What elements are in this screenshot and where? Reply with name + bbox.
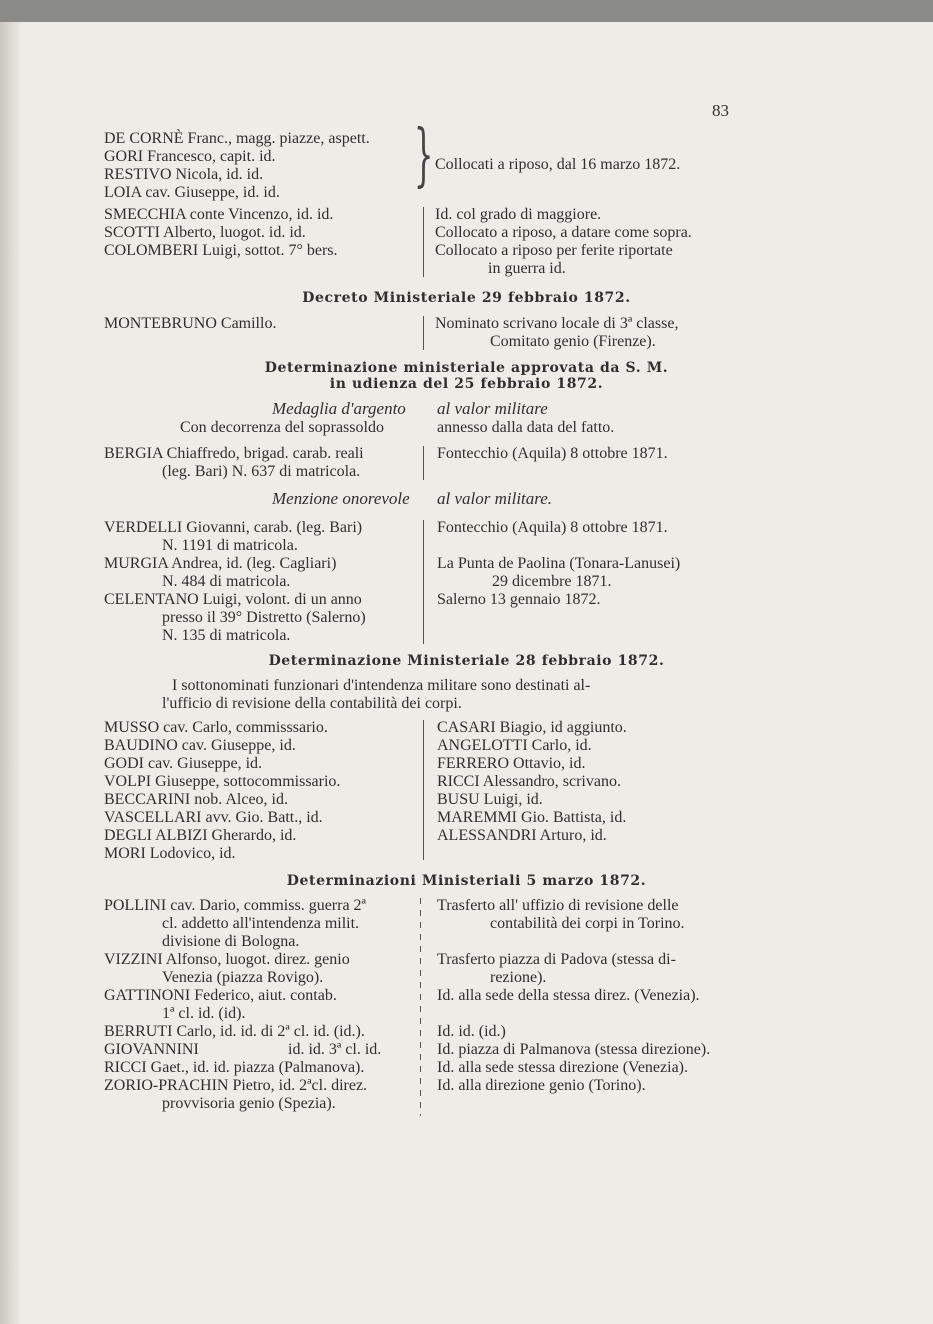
- entry-verdelli-matr: N. 1191 di matricola.: [162, 537, 298, 554]
- column-divider: [423, 207, 424, 277]
- medaglia-sub-right: annesso dalla data del fatto.: [437, 419, 615, 436]
- heading-determinazione-approvata: Determinazione ministeriale approvata da S. M.: [264, 360, 669, 376]
- right-brace: }: [413, 116, 434, 195]
- note-collocati: Collocati a riposo, dal 16 marzo 1872.: [435, 156, 681, 173]
- column-divider: [423, 446, 424, 480]
- para-funzionari-line1: I sottonominati funzionari d'intendenza militare sono destinati al-: [172, 677, 591, 694]
- entry-alessandri: ALESSANDRI Arturo, id.: [437, 827, 607, 844]
- note-scrivano: Nominato scrivano locale di 3ª classe,: [435, 315, 679, 332]
- page-edge-shadow: [0, 22, 22, 1324]
- menzione-title-right: al valor militare.: [437, 489, 553, 508]
- entry-baudino: BAUDINO cav. Giuseppe, id.: [104, 737, 296, 754]
- note-fontecchio: Fontecchio (Aquila) 8 ottobre 1871.: [437, 445, 668, 462]
- entry-bergia: BERGIA Chiaffredo, brigad. carab. reali: [104, 445, 364, 462]
- heading-determinazione-28-febbraio: Determinazione Ministeriale 28 febbraio 1872.: [268, 653, 665, 669]
- entry-murgia-matr: N. 484 di matricola.: [162, 573, 291, 590]
- entry-giovannini-cont: id. id. 3ª cl. id.: [288, 1041, 382, 1058]
- note-salerno: Salerno 13 gennaio 1872.: [437, 591, 601, 608]
- entry-scotti: SCOTTI Alberto, luogot. id. id.: [104, 224, 306, 241]
- entry-montebruno: MONTEBRUNO Camillo.: [104, 315, 277, 332]
- entry-vizzini: VIZZINI Alfonso, luogot. direz. genio: [104, 951, 350, 968]
- entry-godi: GODI cav. Giuseppe, id.: [104, 755, 263, 772]
- entry-celentano: CELENTANO Luigi, volont. di un anno: [104, 591, 362, 608]
- entry-vizzini-cont: Venezia (piazza Rovigo).: [162, 969, 324, 986]
- entry-ricci-gaet: RICCI Gaet., id. id. piazza (Palmanova).: [104, 1059, 365, 1076]
- entry-casari: CASARI Biagio, id aggiunto.: [437, 719, 627, 736]
- note-riposo: Collocato a riposo, a datare come sopra.: [435, 224, 692, 241]
- menzione-title-left: Menzione onorevole: [272, 489, 410, 508]
- entry-decorne: DE CORNÈ Franc., magg. piazze, aspett.: [104, 130, 370, 147]
- heading-decreto-29-febbraio: Decreto Ministeriale 29 febbraio 1872.: [302, 290, 631, 306]
- medaglia-sub-left: Con decorrenza del soprassoldo: [180, 419, 384, 436]
- note-dicembre: 29 dicembre 1871.: [492, 573, 612, 590]
- heading-determinazioni-5-marzo: Determinazioni Ministeriali 5 marzo 1872.: [286, 873, 647, 889]
- entry-vascellari: VASCELLARI avv. Gio. Batt., id.: [104, 809, 323, 826]
- entry-mori: MORI Lodovico, id.: [104, 845, 236, 862]
- entry-colomberi: COLOMBERI Luigi, sottot. 7° bers.: [104, 242, 338, 259]
- note-fontecchio-2: Fontecchio (Aquila) 8 ottobre 1871.: [437, 519, 668, 536]
- entry-angelotti: ANGELOTTI Carlo, id.: [437, 737, 592, 754]
- note-trasferto-torino-cont: contabilità dei corpi in Torino.: [490, 915, 685, 932]
- document-page: [0, 22, 933, 1324]
- page-number: 83: [712, 101, 729, 120]
- column-divider: [423, 520, 424, 644]
- para-funzionari-line2: l'ufficio di revisione della contabilità dei corpi.: [162, 695, 462, 712]
- entry-loia: LOIA cav. Giuseppe, id. id.: [104, 184, 280, 201]
- entry-busu: BUSU Luigi, id.: [437, 791, 543, 808]
- entry-volpi: VOLPI Giuseppe, sottocommissario.: [104, 773, 341, 790]
- entry-gori: GORI Francesco, capit. id.: [104, 148, 276, 165]
- note-maggiore: Id. col grado di maggiore.: [435, 206, 602, 223]
- note-trasferto-torino: Trasferto all' uffizio di revisione delle: [437, 897, 679, 914]
- note-direzione-torino: Id. alla direzione genio (Torino).: [437, 1077, 646, 1094]
- column-divider: [423, 316, 424, 350]
- entry-restivo: RESTIVO Nicola, id. id.: [104, 166, 264, 183]
- note-comitato: Comitato genio (Firenze).: [490, 333, 656, 350]
- entry-degli-albizi: DEGLI ALBIZI Gherardo, id.: [104, 827, 297, 844]
- entry-murgia: MURGIA Andrea, id. (leg. Cagliari): [104, 555, 337, 572]
- entry-celentano-cont: presso il 39° Distretto (Salerno): [162, 609, 366, 626]
- note-trasferto-padova: Trasferto piazza di Padova (stessa di-: [437, 951, 676, 968]
- entry-musso: MUSSO cav. Carlo, commisssario.: [104, 719, 328, 736]
- column-divider: [423, 720, 424, 860]
- entry-ferrero: FERRERO Ottavio, id.: [437, 755, 586, 772]
- entry-zorio-prachin: ZORIO-PRACHIN Pietro, id. 2ªcl. direz.: [104, 1077, 368, 1094]
- medaglia-title-left: Medaglia d'argento: [272, 399, 406, 418]
- note-trasferto-padova-cont: rezione).: [490, 969, 547, 986]
- note-palmanova: Id. piazza di Palmanova (stessa direzione).: [437, 1041, 711, 1058]
- entry-maremmi: MAREMMI Gio. Battista, id.: [437, 809, 627, 826]
- entry-pollini-cont2: divisione di Bologna.: [162, 933, 300, 950]
- note-punta-paolina: La Punta de Paolina (Tonara-Lanusei): [437, 555, 681, 572]
- note-id-id: Id. id. (id.): [437, 1023, 506, 1040]
- note-ferite-cont: in guerra id.: [488, 260, 566, 277]
- medaglia-title-right: al valor militare: [437, 399, 548, 418]
- entry-gattinoni: GATTINONI Federico, aiut. contab.: [104, 987, 337, 1004]
- entry-verdelli: VERDELLI Giovanni, carab. (leg. Bari): [104, 519, 363, 536]
- entry-beccarini: BECCARINI nob. Alceo, id.: [104, 791, 288, 808]
- entry-giovannini: GIOVANNINI: [104, 1041, 199, 1058]
- entry-pollini-cont: cl. addetto all'intendenza milit.: [162, 915, 360, 932]
- note-sede-venezia: Id. alla sede della stessa direz. (Venezia).: [437, 987, 700, 1004]
- note-sede-stessa: Id. alla sede stessa direzione (Venezia).: [437, 1059, 688, 1076]
- entry-celentano-matr: N. 135 di matricola.: [162, 627, 291, 644]
- entry-zorio-prachin-cont: provvisoria genio (Spezia).: [162, 1095, 336, 1112]
- entry-berruti: BERRUTI Carlo, id. id. di 2ª cl. id. (id.).: [104, 1023, 365, 1040]
- entry-ricci-alessandro: RICCI Alessandro, scrivano.: [437, 773, 621, 790]
- heading-udienza: in udienza del 25 febbraio 1872.: [329, 376, 604, 392]
- column-divider-dotted: [420, 898, 421, 1116]
- entry-smecchia: SMECCHIA conte Vincenzo, id. id.: [104, 206, 334, 223]
- entry-bergia-cont: (leg. Bari) N. 637 di matricola.: [162, 463, 361, 480]
- entry-gattinoni-cont: 1ª cl. id. (id).: [162, 1005, 246, 1022]
- note-ferite: Collocato a riposo per ferite riportate: [435, 242, 673, 259]
- entry-pollini: POLLINI cav. Dario, commiss. guerra 2ª: [104, 897, 366, 914]
